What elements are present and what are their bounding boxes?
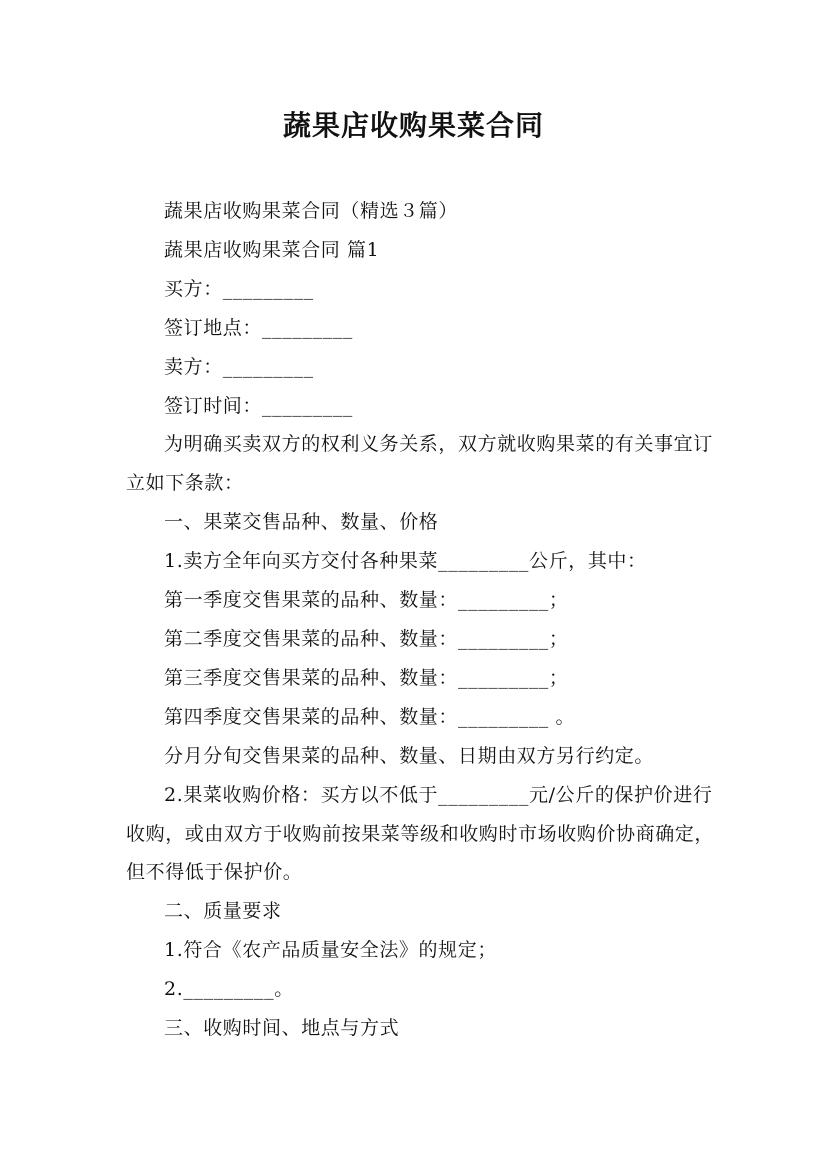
document-title: 蔬果店收购果菜合同	[282, 109, 544, 142]
paragraph-monthly: 分月分旬交售果菜的品种、数量、日期由双方另行约定。	[164, 744, 655, 767]
paragraph-clause-item: 2._________。	[164, 978, 294, 1001]
document-body	[126, 192, 716, 1048]
paragraph-price: 2.果菜收购价格：买方以不低于_________元/公斤的保护价进行收购，或由双方于收购前按果菜等级和收购时市场收购价协商确定，但不得低于保护价。	[126, 783, 715, 884]
paragraph-clause-heading: 一、果菜交售品种、数量、价格	[164, 511, 439, 534]
paragraph-signing-place: 签订地点：_________	[164, 316, 353, 339]
paragraph-clause-item: 1.符合《农产品质量安全法》的规定；	[164, 939, 497, 962]
paragraph-seller: 卖方：_________	[164, 355, 314, 378]
paragraph-q4: 第四季度交售果菜的品种、数量：_________ 。	[164, 705, 576, 728]
paragraph-subtitle: 蔬果店收购果菜合同（精选３篇）	[164, 200, 459, 222]
paragraph-clause-heading: 二、质量要求	[164, 900, 282, 923]
paragraph-q2: 第二季度交售果菜的品种、数量：_________；	[164, 627, 569, 650]
paragraph-section-heading: 蔬果店收购果菜合同 篇1	[164, 238, 380, 261]
paragraph-buyer: 买方：_________	[164, 277, 314, 300]
paragraph-q3: 第三季度交售果菜的品种、数量：_________；	[164, 666, 569, 689]
paragraph-preamble: 为明确买卖双方的权利义务关系，双方就收购果菜的有关事宜订立如下条款：	[126, 433, 713, 495]
paragraph-clause-heading: 三、收购时间、地点与方式	[164, 1017, 400, 1040]
paragraph-q1: 第一季度交售果菜的品种、数量：_________；	[164, 589, 569, 612]
paragraph-clause-item: 1.卖方全年向买方交付各种果菜_________公斤，其中：	[164, 550, 647, 573]
paragraph-signing-time: 签订时间：_________	[164, 394, 353, 417]
